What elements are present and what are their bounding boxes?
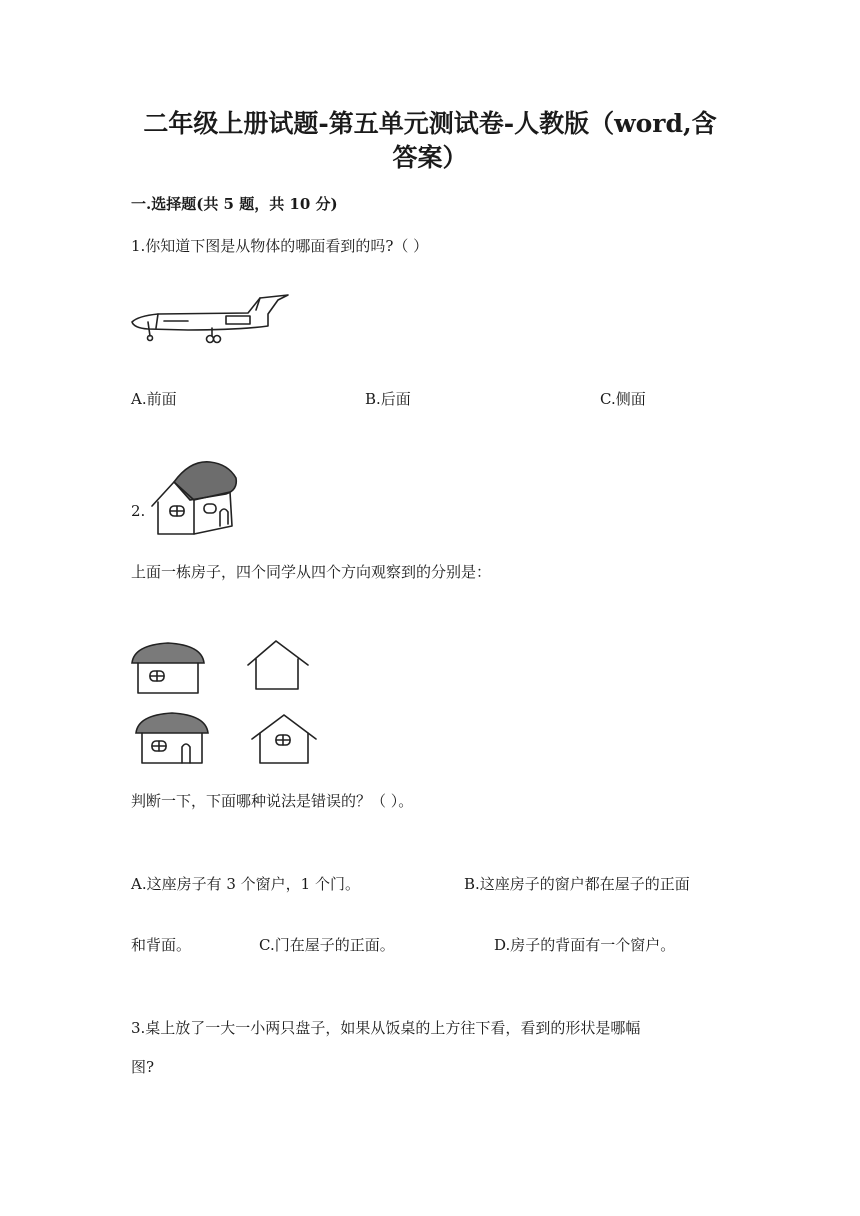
q2-description: 上面一栋房子，四个同学从四个方向观察到的分别是： xyxy=(131,563,492,581)
q3-stem-line1: 3.桌上放了一大一小两只盘子，如果从饭桌的上方往下看，看到的形状是哪幅 xyxy=(131,1019,641,1037)
q2-option-a: A.这座房子有 3 个窗户，1 个门。 xyxy=(131,875,360,893)
q2-prompt: 判断一下，下面哪种说法是错误的？（ ）。 xyxy=(131,792,414,810)
q1-option-b: B.后面 xyxy=(365,390,411,408)
doc-title-line1: 二年级上册试题-第五单元测试卷-人教版（word,含 xyxy=(143,109,717,138)
section-heading: 一.选择题(共 5 题，共 10 分) xyxy=(131,195,338,213)
q2-option-b: B.这座房子的窗户都在屋子的正面 xyxy=(464,875,690,893)
q2-option-c: C.门在屋子的正面。 xyxy=(259,936,395,954)
doc-title-line2: 答案） xyxy=(392,143,468,172)
q2-option-d: D.房子的背面有一个窗户。 xyxy=(494,936,676,954)
q3-stem-line2: 图? xyxy=(131,1058,155,1076)
house-view-3 xyxy=(134,711,210,767)
house-view-1 xyxy=(130,641,206,697)
q2-number: 2. xyxy=(131,502,146,520)
airplane-side-view xyxy=(128,292,293,348)
q1-option-c: C.侧面 xyxy=(600,390,646,408)
house-view-2 xyxy=(246,637,310,693)
house-drawing xyxy=(150,456,242,538)
q1-option-a: A.前面 xyxy=(131,390,177,408)
house-view-4 xyxy=(250,711,318,767)
q2-option-b-cont: 和背面。 xyxy=(131,936,192,954)
q1-stem: 1.你知道下图是从物体的哪面看到的吗?（ ） xyxy=(131,237,429,255)
